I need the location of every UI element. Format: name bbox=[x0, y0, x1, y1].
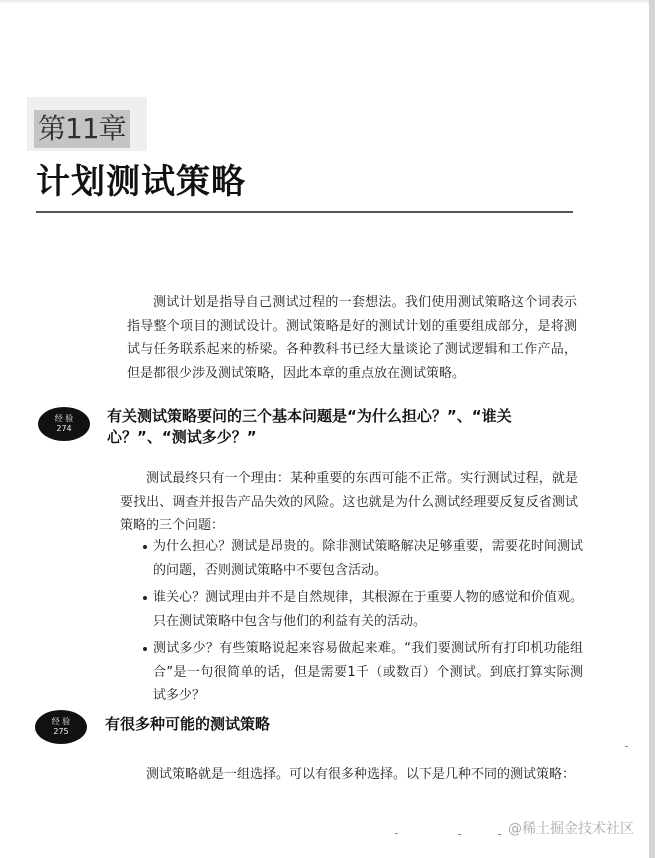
section-heading-274: 有关测试策略要问的三个基本问题是“为什么担心？”、“谁关心？”、“测试多少？” bbox=[107, 407, 512, 446]
section-body-274: 测试最终只有一个理由：某种重要的东西可能不正常。实行测试过程，就是要找出、调查并报告产品失效的风险。这也就是为什么测试经理要反复反省测试策略的三个问题： bbox=[120, 471, 578, 533]
badge-label: 经 验 bbox=[51, 717, 71, 726]
scan-speck bbox=[458, 834, 461, 835]
section-heading-275: 有很多种可能的测试策略 bbox=[105, 715, 271, 733]
badge-number: 274 bbox=[56, 424, 72, 433]
scan-speck bbox=[625, 746, 628, 747]
chapter-title: 计划测试策略 bbox=[36, 162, 246, 202]
scan-speck bbox=[498, 834, 501, 835]
list-item-how-much: 测试多少？有些策略说起来容易做起来难。“我们要测试所有打印机功能组合”是一句很简单的话，但是需要1千（或数百）个测试。到底打算实际测试多少？ bbox=[143, 637, 583, 708]
badge-label: 经 验 bbox=[54, 414, 74, 423]
list-item-who-cares: 谁关心？测试理由并不是自然规律，其根源在于重要人物的感觉和价值观。只在测试策略中包含与他们的利益有关的活动。 bbox=[143, 586, 583, 633]
watermark: @稀土掘金技术社区 bbox=[508, 821, 634, 837]
chapter-label: 第11章 bbox=[34, 110, 130, 148]
scan-speck bbox=[395, 833, 398, 834]
strategy-questions-list bbox=[143, 535, 583, 712]
list-item-why-worry: 为什么担心？测试是昂贵的。除非测试策略解决足够重要，需要花时间测试的问题，否则测试策略中不要包含活动。 bbox=[143, 535, 583, 582]
section-body-275: 测试策略就是一组选择。可以有很多种选择。以下是几种不同的测试策略： bbox=[146, 767, 576, 782]
page-edge-scrollbar[interactable] bbox=[649, 0, 655, 858]
badge-number: 275 bbox=[53, 727, 69, 736]
intro-paragraph: 测试计划是指导自己测试过程的一套想法。我们使用测试策略这个词表示指导整个项目的测试设计。测试策略是好的测试计划的重要组成部分，是将测试与任务联系起来的桥梁。各种教科书已经大量谈论了测试逻辑和工作产品，但是都很少涉及测试策略，因此本章的重点放在测试策略。 bbox=[127, 295, 577, 381]
title-divider bbox=[36, 211, 573, 213]
experience-badge-274 bbox=[38, 407, 90, 441]
experience-badge-275 bbox=[35, 710, 87, 744]
